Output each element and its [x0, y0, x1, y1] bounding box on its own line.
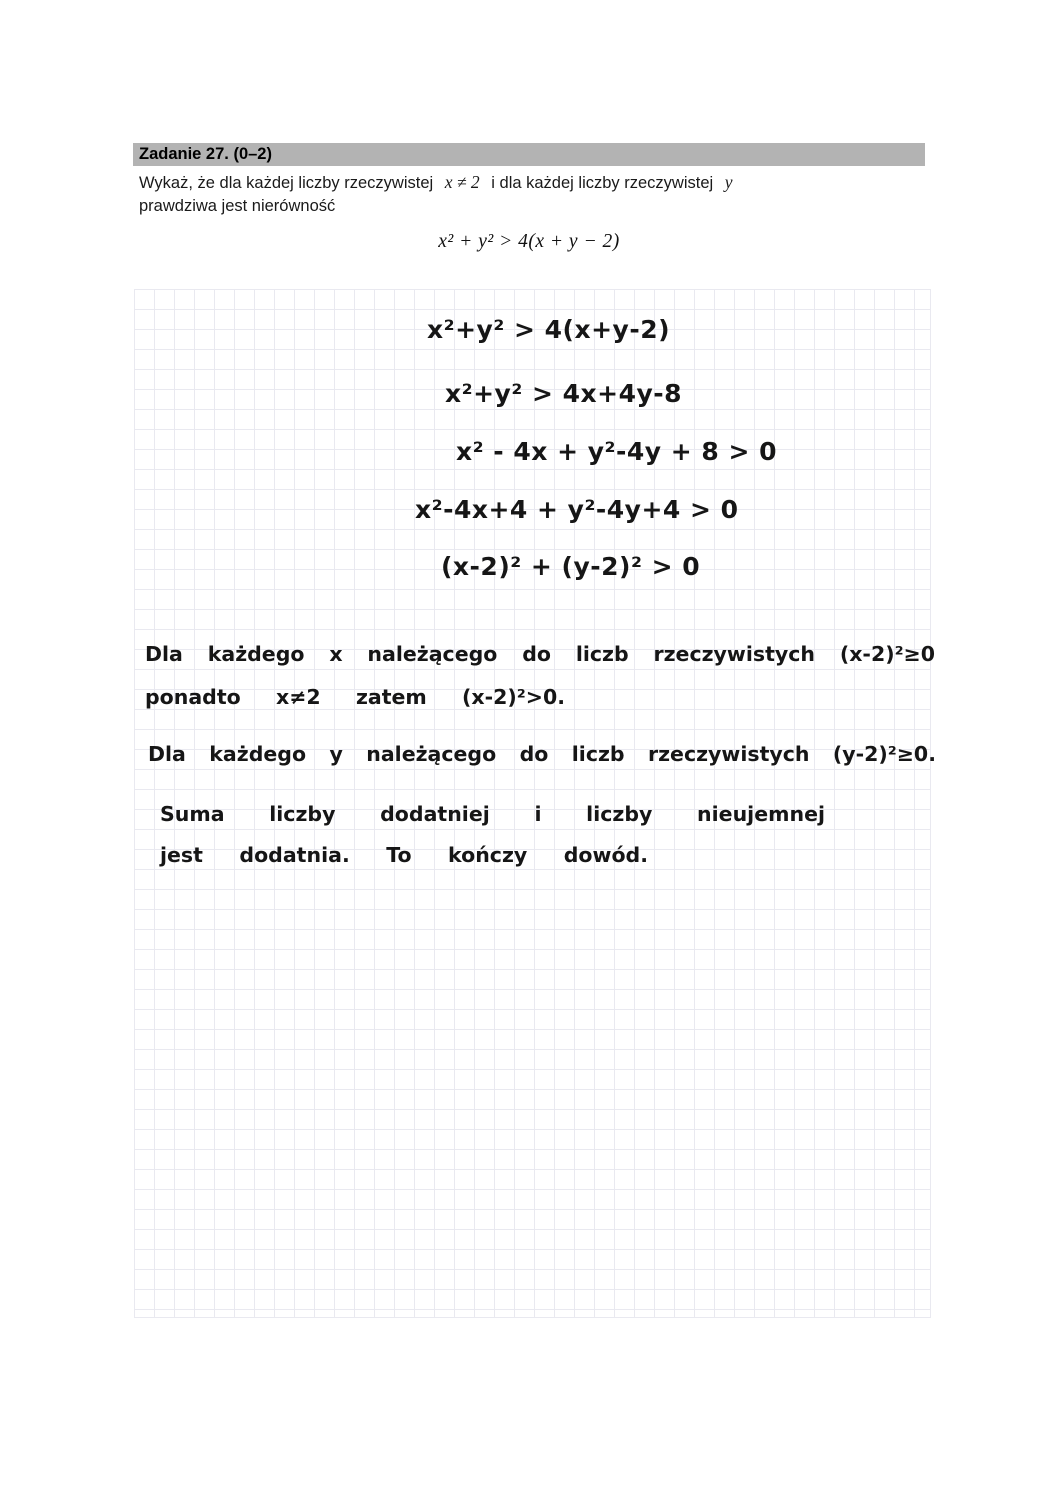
- statement-text-part1: Wykaż, że dla każdej liczby rzeczywistej: [139, 174, 434, 192]
- grid-paper-answer-area: [134, 289, 936, 1318]
- problem-statement-line-2: prawdziwa jest nierówność: [139, 197, 336, 215]
- handwritten-note-x-line-2: ponadto x≠2 zatem (x-2)²>0.: [145, 685, 565, 709]
- handwritten-equation-2: x²+y² > 4x+4y-8: [445, 379, 683, 408]
- task-header-bar: [133, 143, 925, 166]
- task-title: Zadanie 27. (0–2): [139, 145, 272, 163]
- handwritten-equation-3: x² - 4x + y²-4y + 8 > 0: [456, 437, 778, 466]
- handwritten-equation-4: x²-4x+4 + y²-4y+4 > 0: [415, 495, 739, 524]
- handwritten-equation-5: (x-2)² + (y-2)² > 0: [441, 552, 701, 581]
- handwritten-conclusion-line-1: Suma liczby dodatniej i liczby nieujemnej: [160, 802, 825, 826]
- statement-math-x-not-2: x ≠ 2: [444, 172, 480, 192]
- statement-math-y: y: [724, 172, 733, 192]
- handwritten-note-y-line: Dla każdego y należącego do liczb rzeczywistych (y-2)²≥0.: [148, 742, 936, 766]
- handwritten-conclusion-line-2: jest dodatnia. To kończy dowód.: [160, 843, 648, 867]
- handwritten-note-x-line-1: Dla każdego x należącego do liczb rzeczywistych (x-2)²≥0: [145, 642, 935, 666]
- handwritten-equation-1: x²+y² > 4(x+y-2): [427, 315, 671, 344]
- problem-statement-line-1: [139, 172, 733, 193]
- statement-text-part2: i dla każdej liczby rzeczywistej: [491, 174, 714, 192]
- problem-formula: x² + y² > 4(x + y − 2): [438, 231, 620, 252]
